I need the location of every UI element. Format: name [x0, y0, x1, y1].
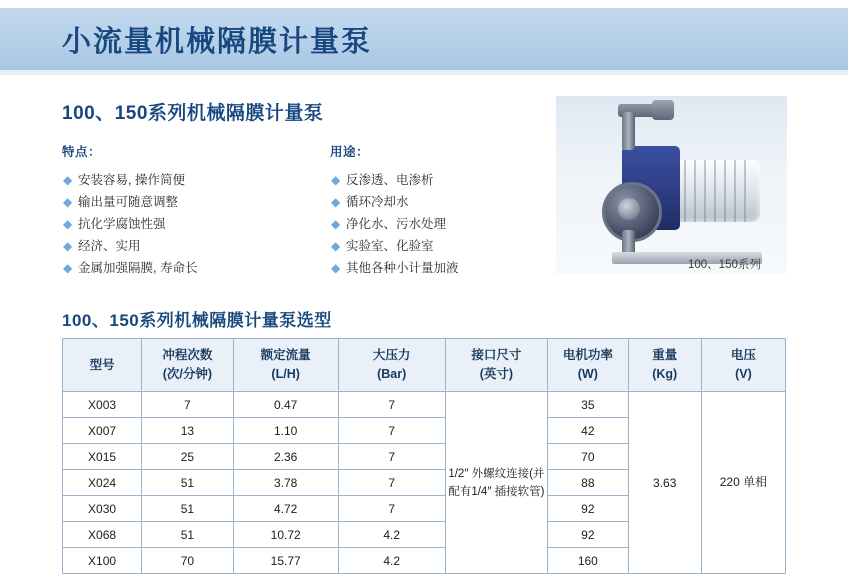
col-header-strokes	[142, 339, 233, 392]
col-header-line2: (Bar)	[377, 367, 407, 381]
col-header-line1: 电压	[730, 348, 756, 362]
cell-pressure: 7	[338, 444, 445, 470]
section-heading: 100、150系列机械隔膜计量泵	[62, 103, 324, 124]
col-header-line1: 冲程次数	[162, 348, 213, 362]
cell-pressure: 4.2	[338, 522, 445, 548]
list-item-label: 净化水、污水处理	[346, 217, 447, 231]
cell-flow: 0.47	[233, 392, 338, 418]
bullet-icon: ◆	[331, 173, 341, 187]
cell-model: X024	[63, 470, 142, 496]
col-header-line2: (次/分钟)	[162, 367, 213, 381]
cell-flow: 4.72	[233, 496, 338, 522]
cell-pressure: 7	[338, 496, 445, 522]
cell-power: 160	[548, 548, 628, 574]
col-header-weight	[628, 339, 701, 392]
cell-flow: 15.77	[233, 548, 338, 574]
cell-model: X068	[63, 522, 142, 548]
bullet-icon: ◆	[63, 261, 73, 275]
table-heading: 100、150系列机械隔膜计量泵选型	[62, 311, 332, 330]
cell-flow: 3.78	[233, 470, 338, 496]
spec-table	[62, 338, 786, 574]
list-item	[62, 213, 312, 235]
cell-strokes: 7	[142, 392, 233, 418]
list-item-label: 反渗透、电渗析	[346, 173, 434, 187]
cell-port-size: 1/2″ 外螺纹连接(并配有1/4″ 插接软管)	[445, 392, 548, 574]
cell-weight: 3.63	[628, 392, 701, 574]
col-header-line1: 型号	[89, 357, 115, 372]
cell-model: X015	[63, 444, 142, 470]
list-item-label: 其他各种小计量加液	[346, 261, 459, 275]
bullet-icon: ◆	[331, 195, 341, 209]
table-row	[63, 392, 786, 418]
bullet-icon: ◆	[331, 261, 341, 275]
cell-power: 42	[548, 418, 628, 444]
col-header-line1: 电机功率	[562, 348, 613, 362]
bullet-icon: ◆	[63, 239, 73, 253]
uses-column	[330, 142, 570, 279]
list-item-label: 抗化学腐蚀性强	[78, 217, 166, 231]
col-header-pressure	[338, 339, 445, 392]
list-item-label: 安装容易, 操作简便	[78, 173, 185, 187]
cell-flow: 1.10	[233, 418, 338, 444]
bullet-icon: ◆	[63, 173, 73, 187]
pump-head-center-icon	[618, 198, 640, 220]
cell-strokes: 51	[142, 522, 233, 548]
list-item-label: 循环冷却水	[346, 195, 409, 209]
list-item	[330, 213, 570, 235]
cell-power: 92	[548, 496, 628, 522]
cell-model: X003	[63, 392, 142, 418]
bullet-icon: ◆	[331, 239, 341, 253]
features-column	[62, 142, 312, 279]
list-item	[330, 235, 570, 257]
cell-pressure: 4.2	[338, 548, 445, 574]
list-item	[62, 169, 312, 191]
list-item	[62, 257, 312, 279]
page-banner	[0, 8, 848, 70]
cell-strokes: 13	[142, 418, 233, 444]
list-item-label: 金属加强隔膜, 寿命长	[78, 261, 198, 275]
cell-voltage: 220 单相	[701, 392, 785, 574]
pump-inlet-pipe-icon	[622, 112, 635, 150]
page-title: 小流量机械隔膜计量泵	[62, 25, 373, 58]
cell-power: 92	[548, 522, 628, 548]
spec-table-head	[63, 339, 786, 392]
list-item	[330, 257, 570, 279]
cell-power: 88	[548, 470, 628, 496]
cell-pressure: 7	[338, 418, 445, 444]
cell-pressure: 7	[338, 470, 445, 496]
cell-power: 35	[548, 392, 628, 418]
cell-flow: 10.72	[233, 522, 338, 548]
list-item	[62, 235, 312, 257]
bullet-icon: ◆	[63, 195, 73, 209]
col-header-line2: (英寸)	[479, 367, 514, 381]
list-item	[62, 191, 312, 213]
pump-valve-icon	[652, 100, 674, 120]
list-item-label: 实验室、化验室	[346, 239, 434, 253]
bullet-icon: ◆	[63, 217, 73, 231]
product-photo	[556, 96, 787, 274]
col-header-line2: (W)	[577, 367, 598, 381]
cell-strokes: 51	[142, 496, 233, 522]
cell-model: X007	[63, 418, 142, 444]
cell-strokes: 25	[142, 444, 233, 470]
cell-model: X100	[63, 548, 142, 574]
cell-flow: 2.36	[233, 444, 338, 470]
banner-underline	[0, 70, 848, 75]
col-header-model	[63, 339, 142, 392]
cell-pressure: 7	[338, 392, 445, 418]
col-header-flow	[233, 339, 338, 392]
col-header-line2: (Kg)	[652, 367, 678, 381]
col-header-line1: 重量	[652, 348, 678, 362]
bullet-icon: ◆	[331, 217, 341, 231]
uses-list	[330, 169, 570, 279]
list-item-label: 经济、实用	[78, 239, 141, 253]
table-header-row	[63, 339, 786, 392]
features-heading: 特点：	[62, 145, 102, 159]
col-header-line2: (L/H)	[271, 367, 300, 381]
col-header-port	[445, 339, 548, 392]
list-item	[330, 169, 570, 191]
col-header-line1: 大压力	[372, 348, 411, 362]
col-header-line1: 额定流量	[260, 348, 311, 362]
spec-table-body	[63, 392, 786, 574]
pump-motor-icon	[674, 160, 760, 222]
list-item	[330, 191, 570, 213]
col-header-voltage	[701, 339, 785, 392]
list-item-label: 输出量可随意调整	[78, 195, 179, 209]
cell-strokes: 70	[142, 548, 233, 574]
cell-power: 70	[548, 444, 628, 470]
col-header-power	[548, 339, 628, 392]
features-list	[62, 169, 312, 279]
col-header-line2: (V)	[735, 367, 752, 381]
col-header-line1: 接口尺寸	[471, 348, 522, 362]
cell-strokes: 51	[142, 470, 233, 496]
cell-model: X030	[63, 496, 142, 522]
photo-caption: 100、150系列	[688, 259, 761, 271]
uses-heading: 用途：	[330, 145, 370, 159]
